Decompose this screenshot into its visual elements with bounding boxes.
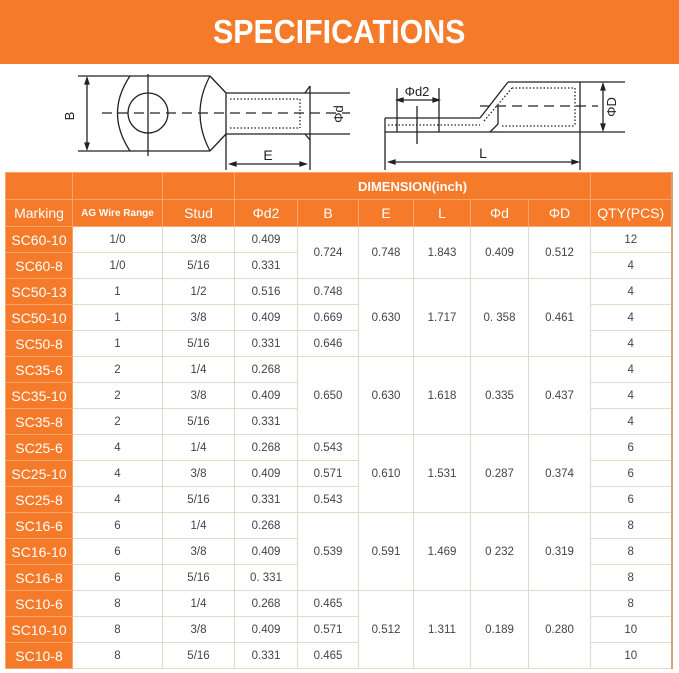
cell-phi-d: 0.335: [471, 357, 529, 435]
cell-qty: 6: [591, 435, 672, 461]
cell-awg: 4: [73, 435, 163, 461]
cell-l: 1.843: [414, 227, 471, 279]
cell-stud: 1/2: [163, 279, 235, 305]
header-blank: [73, 173, 163, 200]
cell-d2: 0.409: [235, 227, 298, 253]
cell-stud: 1/4: [163, 357, 235, 383]
cell-e: 0.630: [359, 279, 414, 357]
cell-e: 0.748: [359, 227, 414, 279]
cell-marking: SC25-6: [6, 435, 73, 461]
cell-stud: 5/16: [163, 253, 235, 279]
cell-b: 0.669: [298, 305, 359, 331]
cell-qty: 4: [591, 305, 672, 331]
cell-awg: 4: [73, 461, 163, 487]
cell-d2: 0.331: [235, 331, 298, 357]
header-e: E: [359, 200, 414, 227]
cell-d2: 0. 331: [235, 565, 298, 591]
cell-stud: 3/8: [163, 539, 235, 565]
cell-b: 0.748: [298, 279, 359, 305]
cell-marking: SC35-8: [6, 409, 73, 435]
cell-qty: 10: [591, 617, 672, 643]
label-b: B: [62, 111, 77, 121]
cell-b: 0.465: [298, 591, 359, 617]
table-row: [6, 591, 672, 617]
cell-b: 0.571: [298, 461, 359, 487]
cell-phi-d: 0 232: [471, 513, 529, 591]
cell-awg: 8: [73, 617, 163, 643]
cell-qty: 4: [591, 331, 672, 357]
cell-awg: 1: [73, 331, 163, 357]
cell-awg: 2: [73, 383, 163, 409]
cell-b: 0.724: [298, 227, 359, 279]
cell-b: 0.465: [298, 643, 359, 669]
header-blank: [163, 173, 235, 200]
cell-stud: 5/16: [163, 643, 235, 669]
cell-awg: 1/0: [73, 227, 163, 253]
terminal-side-view-diagram: [380, 66, 630, 170]
cell-qty: 4: [591, 383, 672, 409]
cell-phi-D: 0.461: [529, 279, 591, 357]
header-dimension-group: DIMENSION(inch): [235, 173, 591, 200]
cell-e: 0.610: [359, 435, 414, 513]
cell-phi-D: 0.512: [529, 227, 591, 279]
cell-stud: 5/16: [163, 409, 235, 435]
cell-l: 1.717: [414, 279, 471, 357]
label-l: L: [479, 145, 487, 161]
table-row: [6, 227, 672, 253]
cell-d2: 0.268: [235, 513, 298, 539]
cell-qty: 10: [591, 643, 672, 669]
cell-stud: 5/16: [163, 565, 235, 591]
cell-d2: 0.268: [235, 435, 298, 461]
cell-stud: 5/16: [163, 331, 235, 357]
cell-awg: 8: [73, 643, 163, 669]
cell-b: 0.646: [298, 331, 359, 357]
cell-awg: 6: [73, 565, 163, 591]
cell-marking: SC50-13: [6, 279, 73, 305]
cell-phi-D: 0.319: [529, 513, 591, 591]
cell-e: 0.591: [359, 513, 414, 591]
cell-marking: SC35-6: [6, 357, 73, 383]
cell-d2: 0.409: [235, 461, 298, 487]
specifications-table: [5, 172, 673, 669]
cell-phi-D: 0.374: [529, 435, 591, 513]
cell-awg: 2: [73, 357, 163, 383]
cell-marking: SC10-8: [6, 643, 73, 669]
header-l: L: [414, 200, 471, 227]
header-row: [6, 200, 672, 227]
cell-d2: 0.331: [235, 253, 298, 279]
cell-stud: 5/16: [163, 487, 235, 513]
cell-stud: 1/4: [163, 513, 235, 539]
cell-d2: 0.268: [235, 357, 298, 383]
cell-marking: SC25-10: [6, 461, 73, 487]
cell-stud: 3/8: [163, 227, 235, 253]
cell-stud: 3/8: [163, 461, 235, 487]
cell-d2: 0.516: [235, 279, 298, 305]
cell-marking: SC25-8: [6, 487, 73, 513]
cell-marking: SC16-8: [6, 565, 73, 591]
header-phi-D: ΦD: [529, 200, 591, 227]
page-title: SPECIFICATIONS: [213, 13, 466, 50]
header-row-group: [6, 173, 672, 200]
label-e: E: [263, 147, 273, 163]
cell-marking: SC60-10: [6, 227, 73, 253]
cell-stud: 1/4: [163, 435, 235, 461]
header-marking: Marking: [6, 200, 73, 227]
cell-phi-d: 0.287: [471, 435, 529, 513]
cell-awg: 1: [73, 279, 163, 305]
cell-phi-d: 0. 358: [471, 279, 529, 357]
cell-qty: 8: [591, 591, 672, 617]
header-phi-d: Φd: [471, 200, 529, 227]
header-phi-d2: Φd2: [235, 200, 298, 227]
cell-d2: 0.331: [235, 409, 298, 435]
cell-e: 0.630: [359, 357, 414, 435]
cell-awg: 6: [73, 513, 163, 539]
cell-phi-d: 0.409: [471, 227, 529, 279]
cell-marking: SC16-6: [6, 513, 73, 539]
cell-phi-D: 0.280: [529, 591, 591, 669]
cell-qty: 4: [591, 409, 672, 435]
header-blank: [6, 173, 73, 200]
cell-d2: 0.331: [235, 643, 298, 669]
cell-stud: 3/8: [163, 383, 235, 409]
title-banner: [0, 0, 679, 64]
cell-stud: 3/8: [163, 617, 235, 643]
cell-qty: 8: [591, 539, 672, 565]
cell-b: 0.539: [298, 513, 359, 591]
table-row: [6, 357, 672, 383]
cell-e: 0.512: [359, 591, 414, 669]
cell-marking: SC60-8: [6, 253, 73, 279]
cell-qty: 4: [591, 253, 672, 279]
table-row: [6, 279, 672, 305]
table-row: [6, 513, 672, 539]
cell-l: 1.531: [414, 435, 471, 513]
cell-qty: 12: [591, 227, 672, 253]
cell-qty: 6: [591, 487, 672, 513]
cell-phi-D: 0.437: [529, 357, 591, 435]
cell-d2: 0.268: [235, 591, 298, 617]
cell-d2: 0.409: [235, 539, 298, 565]
cell-awg: 1: [73, 305, 163, 331]
cell-awg: 4: [73, 487, 163, 513]
cell-awg: 2: [73, 409, 163, 435]
terminal-top-view-diagram: [60, 66, 350, 170]
cell-qty: 6: [591, 461, 672, 487]
label-phi-d: Φd: [331, 105, 346, 123]
table-row: [6, 435, 672, 461]
cell-stud: 3/8: [163, 305, 235, 331]
cell-l: 1.311: [414, 591, 471, 669]
cell-b: 0.571: [298, 617, 359, 643]
cell-b: 0.650: [298, 357, 359, 435]
cell-l: 1.469: [414, 513, 471, 591]
cell-awg: 6: [73, 539, 163, 565]
cell-qty: 4: [591, 357, 672, 383]
header-ag-wire-range: AG Wire Range: [73, 200, 163, 227]
cell-b: 0.543: [298, 435, 359, 461]
cell-d2: 0.409: [235, 617, 298, 643]
cell-awg: 8: [73, 591, 163, 617]
cell-marking: SC10-10: [6, 617, 73, 643]
cell-d2: 0.331: [235, 487, 298, 513]
cell-b: 0.543: [298, 487, 359, 513]
cell-awg: 1/0: [73, 253, 163, 279]
cell-l: 1.618: [414, 357, 471, 435]
header-qty: QTY(PCS): [591, 200, 672, 227]
cell-qty: 8: [591, 565, 672, 591]
cell-d2: 0.409: [235, 383, 298, 409]
label-phi-d2: Φd2: [404, 84, 430, 99]
cell-marking: SC10-6: [6, 591, 73, 617]
cell-qty: 8: [591, 513, 672, 539]
label-phi-D: ΦD: [604, 97, 619, 117]
header-stud: Stud: [163, 200, 235, 227]
cell-d2: 0.409: [235, 305, 298, 331]
cell-marking: SC16-10: [6, 539, 73, 565]
cell-marking: SC50-8: [6, 331, 73, 357]
cell-marking: SC35-10: [6, 383, 73, 409]
cell-marking: SC50-10: [6, 305, 73, 331]
header-blank: [591, 173, 672, 200]
cell-qty: 4: [591, 279, 672, 305]
cell-stud: 1/4: [163, 591, 235, 617]
header-b: B: [298, 200, 359, 227]
cell-phi-d: 0.189: [471, 591, 529, 669]
